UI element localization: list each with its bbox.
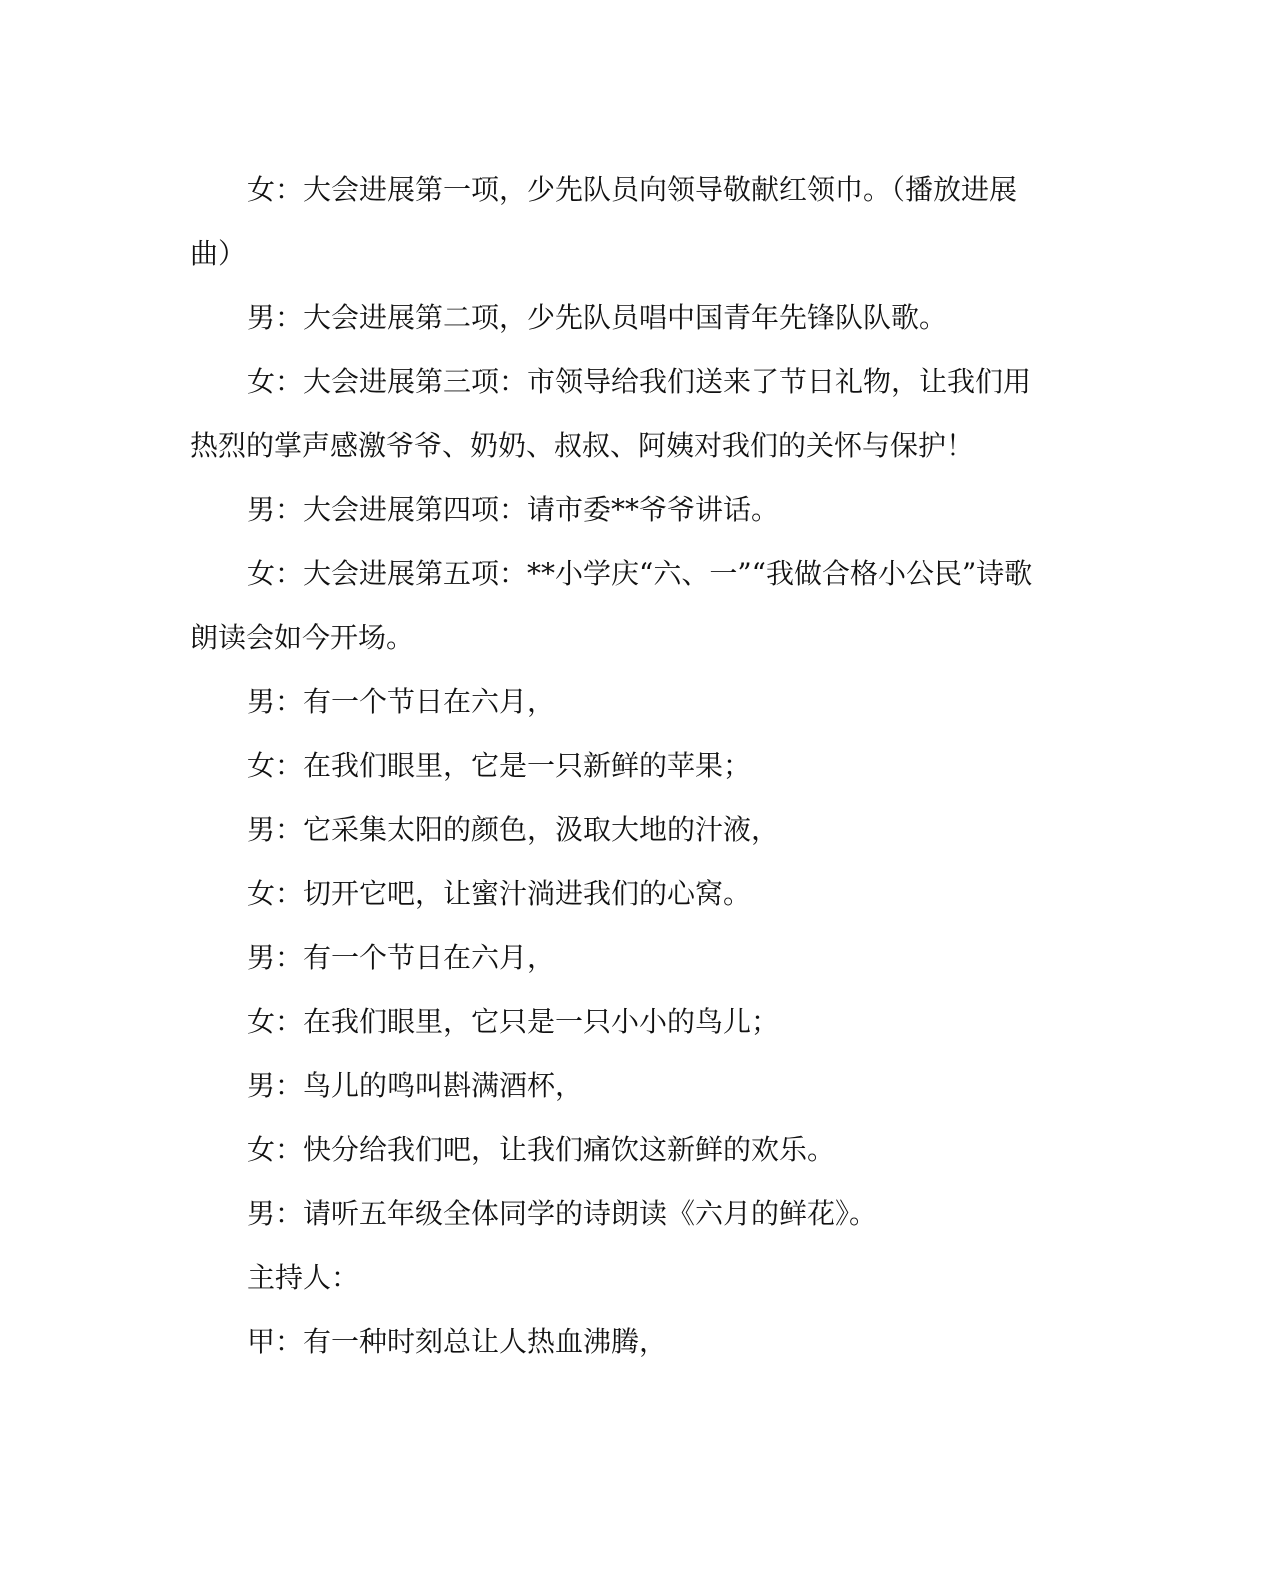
paragraph: 男：大会进展第二项，少先队员唱中国青年先锋队队歌。 (247, 301, 948, 334)
document-body (190, 158, 1050, 1374)
paragraph: 女：大会进展第五项：**小学庆“六、一”“我做合格小公民”诗歌朗读会如今开场。 (190, 557, 1033, 654)
paragraph: 男：它采集太阳的颜色，汲取大地的汁液， (247, 813, 780, 846)
paragraph: 女：大会进展第三项：市领导给我们送来了节日礼物，让我们用热烈的掌声感激爷爷、奶奶、叔叔、阿姨对我们的关怀与保护！ (190, 365, 1032, 462)
paragraph: 女：在我们眼里，它只是一只小小的鸟儿； (247, 1005, 780, 1038)
paragraph: 甲：有一种时刻总让人热血沸腾， (247, 1325, 668, 1358)
paragraph: 女：大会进展第一项，少先队员向领导敬献红领巾。（播放进展曲） (190, 173, 1018, 270)
paragraph: 男：有一个节日在六月， (247, 685, 556, 718)
paragraph: 男：有一个节日在六月， (247, 941, 556, 974)
paragraph: 主持人： (247, 1261, 360, 1294)
paragraph: 女：切开它吧，让蜜汁淌进我们的心窝。 (247, 877, 752, 910)
paragraph: 男：请听五年级全体同学的诗朗读《六月的鲜花》。 (247, 1197, 878, 1230)
paragraph: 女：在我们眼里，它是一只新鲜的苹果； (247, 749, 752, 782)
paragraph: 男：鸟儿的鸣叫斟满酒杯， (247, 1069, 584, 1102)
paragraph: 男：大会进展第四项：请市委**爷爷讲话。 (247, 493, 780, 526)
paragraph: 女：快分给我们吧，让我们痛饮这新鲜的欢乐。 (247, 1133, 836, 1166)
